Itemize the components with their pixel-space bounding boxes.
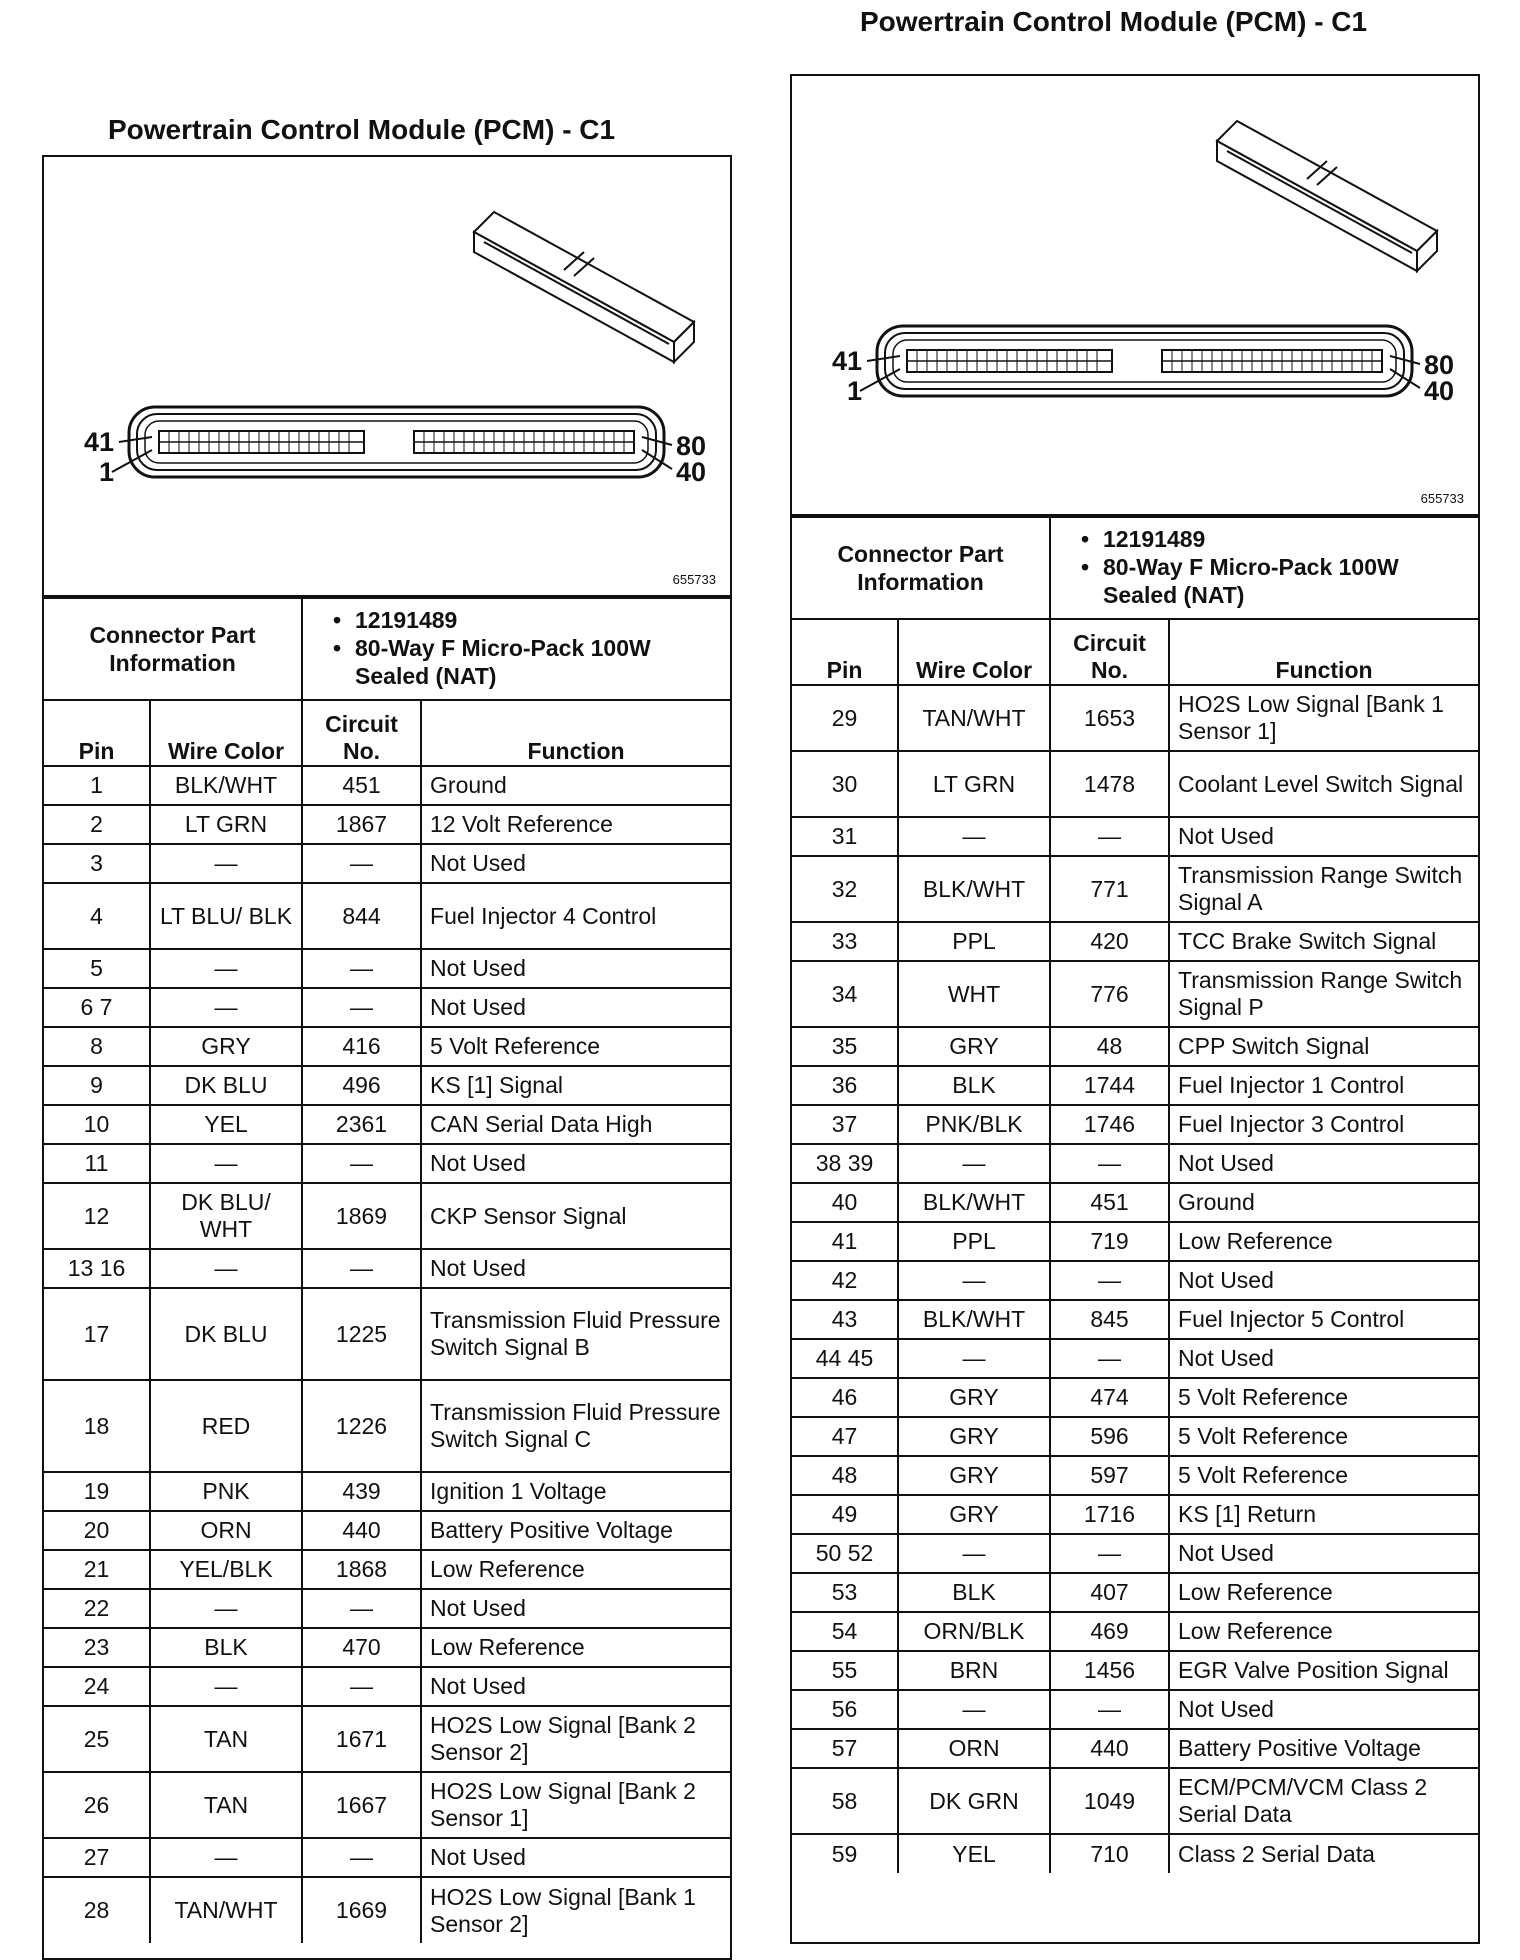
table-row <box>792 751 1478 817</box>
pin-label-80: 80 <box>676 431 707 461</box>
function-cell: 5 Volt Reference <box>1169 1417 1478 1456</box>
function-cell: 5 Volt Reference <box>1169 1378 1478 1417</box>
connector-illustration <box>792 76 1477 516</box>
function-cell: Battery Positive Voltage <box>421 1511 730 1550</box>
pin-cell: 24 <box>44 1667 150 1706</box>
circuit-cell: 496 <box>302 1066 421 1105</box>
wire-color-cell: ORN <box>150 1511 302 1550</box>
circuit-cell: — <box>302 1838 421 1877</box>
header-row <box>792 619 1478 685</box>
pin-cell: 55 <box>792 1651 898 1690</box>
pin-cell: 42 <box>792 1261 898 1300</box>
pin-cell: 26 <box>44 1772 150 1838</box>
circuit-cell: 48 <box>1050 1027 1169 1066</box>
connector-info-label: Connector Part Information <box>792 517 1050 619</box>
table-row <box>792 817 1478 856</box>
table-row <box>792 1339 1478 1378</box>
function-cell: 5 Volt Reference <box>1169 1456 1478 1495</box>
circuit-cell: — <box>302 988 421 1027</box>
pin-cell: 49 <box>792 1495 898 1534</box>
table-row <box>792 685 1478 751</box>
right-connector-diagram <box>792 76 1478 516</box>
wire-color-cell: BLK <box>898 1066 1050 1105</box>
pin-cell: 6 7 <box>44 988 150 1027</box>
header-circuit: Circuit No. <box>302 700 421 766</box>
header-function: Function <box>1169 619 1478 685</box>
right-table-body <box>792 685 1478 1873</box>
pin-cell: 21 <box>44 1550 150 1589</box>
table-row <box>792 1105 1478 1144</box>
wire-color-cell: LT GRN <box>150 805 302 844</box>
table-row <box>44 1550 730 1589</box>
circuit-cell: 596 <box>1050 1417 1169 1456</box>
circuit-cell: 470 <box>302 1628 421 1667</box>
function-cell: Transmission Fluid Pressure Switch Signal B <box>421 1288 730 1380</box>
pin-cell: 3 <box>44 844 150 883</box>
pin-label-40: 40 <box>676 457 707 487</box>
function-cell: Not Used <box>421 844 730 883</box>
wire-color-cell: TAN <box>150 1706 302 1772</box>
pin-cell: 34 <box>792 961 898 1027</box>
circuit-cell: — <box>1050 1144 1169 1183</box>
table-row <box>44 883 730 949</box>
connector-info-label: Connector Part Information <box>44 598 302 700</box>
circuit-cell: 440 <box>302 1511 421 1550</box>
table-row <box>792 1066 1478 1105</box>
wire-color-cell: BRN <box>898 1651 1050 1690</box>
function-cell: Not Used <box>421 1838 730 1877</box>
pin-cell: 17 <box>44 1288 150 1380</box>
wire-color-cell: — <box>898 1261 1050 1300</box>
table-row <box>44 988 730 1027</box>
right-pcm-box <box>790 74 1480 1944</box>
pin-cell: 35 <box>792 1027 898 1066</box>
pin-cell: 37 <box>792 1105 898 1144</box>
wire-color-cell: — <box>150 1589 302 1628</box>
table-row <box>792 1027 1478 1066</box>
table-row <box>792 1768 1478 1834</box>
table-row <box>44 1288 730 1380</box>
pin-cell: 33 <box>792 922 898 961</box>
left-pin-table <box>44 597 730 1943</box>
wire-color-cell: — <box>898 1690 1050 1729</box>
table-row <box>792 1612 1478 1651</box>
circuit-cell: 407 <box>1050 1573 1169 1612</box>
function-cell: TCC Brake Switch Signal <box>1169 922 1478 961</box>
circuit-cell: 1226 <box>302 1380 421 1472</box>
function-cell: Low Reference <box>421 1550 730 1589</box>
connector-info-row <box>792 517 1478 619</box>
pin-cell: 20 <box>44 1511 150 1550</box>
table-row <box>792 1651 1478 1690</box>
pin-cell: 9 <box>44 1066 150 1105</box>
pin-cell: 27 <box>44 1838 150 1877</box>
table-row <box>44 1706 730 1772</box>
circuit-cell: 719 <box>1050 1222 1169 1261</box>
pin-label-40: 40 <box>1424 376 1455 406</box>
table-row <box>44 1772 730 1838</box>
pin-cell: 43 <box>792 1300 898 1339</box>
circuit-cell: 1225 <box>302 1288 421 1380</box>
wire-color-cell: LT GRN <box>898 751 1050 817</box>
table-row <box>792 1144 1478 1183</box>
circuit-cell: — <box>1050 1690 1169 1729</box>
circuit-cell: 451 <box>302 766 421 805</box>
wire-color-cell: LT BLU/ BLK <box>150 883 302 949</box>
pin-cell: 1 <box>44 766 150 805</box>
wire-color-cell: TAN <box>150 1772 302 1838</box>
pin-cell: 25 <box>44 1706 150 1772</box>
table-row <box>792 1834 1478 1873</box>
function-cell: HO2S Low Signal [Bank 1 Sensor 2] <box>421 1877 730 1943</box>
wire-color-cell: PNK <box>150 1472 302 1511</box>
function-cell: EGR Valve Position Signal <box>1169 1651 1478 1690</box>
function-cell: Not Used <box>421 1144 730 1183</box>
function-cell: Transmission Range Switch Signal P <box>1169 961 1478 1027</box>
connector-illustration <box>44 157 729 597</box>
circuit-cell: 1746 <box>1050 1105 1169 1144</box>
wire-color-cell: — <box>150 1249 302 1288</box>
table-row <box>44 1249 730 1288</box>
function-cell: Not Used <box>421 988 730 1027</box>
circuit-cell: 1669 <box>302 1877 421 1943</box>
header-circuit: Circuit No. <box>1050 619 1169 685</box>
wire-color-cell: GRY <box>898 1417 1050 1456</box>
circuit-cell: 845 <box>1050 1300 1169 1339</box>
circuit-cell: 2361 <box>302 1105 421 1144</box>
table-row <box>44 1144 730 1183</box>
pin-cell: 13 16 <box>44 1249 150 1288</box>
table-row <box>44 1667 730 1706</box>
function-cell: Transmission Range Switch Signal A <box>1169 856 1478 922</box>
left-pcm-box <box>42 155 732 1960</box>
table-row <box>44 1105 730 1144</box>
table-row <box>792 1495 1478 1534</box>
connector-description: • 80-Way F Micro-Pack 100W Sealed (NAT) <box>333 634 722 690</box>
circuit-cell: 1478 <box>1050 751 1169 817</box>
circuit-cell: 1868 <box>302 1550 421 1589</box>
function-cell: Not Used <box>421 1667 730 1706</box>
pin-cell: 29 <box>792 685 898 751</box>
pin-label-41: 41 <box>84 427 115 457</box>
table-row <box>44 1027 730 1066</box>
header-pin: Pin <box>792 619 898 685</box>
pin-cell: 38 39 <box>792 1144 898 1183</box>
wire-color-cell: YEL <box>150 1105 302 1144</box>
table-row <box>792 1378 1478 1417</box>
wire-color-cell: BLK/WHT <box>898 856 1050 922</box>
wire-color-cell: PPL <box>898 1222 1050 1261</box>
pin-cell: 23 <box>44 1628 150 1667</box>
pin-label-80: 80 <box>1424 350 1455 380</box>
function-cell: Ground <box>1169 1183 1478 1222</box>
pin-cell: 40 <box>792 1183 898 1222</box>
wire-color-cell: BLK <box>898 1573 1050 1612</box>
wire-color-cell: — <box>898 1144 1050 1183</box>
function-cell: Not Used <box>1169 817 1478 856</box>
circuit-cell: 1744 <box>1050 1066 1169 1105</box>
connector-info-row <box>44 598 730 700</box>
wire-color-cell: — <box>150 949 302 988</box>
pin-cell: 28 <box>44 1877 150 1943</box>
circuit-cell: 771 <box>1050 856 1169 922</box>
function-cell: HO2S Low Signal [Bank 2 Sensor 2] <box>421 1706 730 1772</box>
wire-color-cell: DK BLU/ WHT <box>150 1183 302 1249</box>
table-row <box>792 1729 1478 1768</box>
circuit-cell: 597 <box>1050 1456 1169 1495</box>
circuit-cell: 1456 <box>1050 1651 1169 1690</box>
table-row <box>792 1222 1478 1261</box>
pin-cell: 58 <box>792 1768 898 1834</box>
table-row <box>44 805 730 844</box>
pin-cell: 41 <box>792 1222 898 1261</box>
circuit-cell: 420 <box>1050 922 1169 961</box>
function-cell: Low Reference <box>421 1628 730 1667</box>
wire-color-cell: — <box>150 1144 302 1183</box>
wire-color-cell: GRY <box>898 1495 1050 1534</box>
wire-color-cell: DK BLU <box>150 1288 302 1380</box>
pin-cell: 11 <box>44 1144 150 1183</box>
circuit-cell: 1049 <box>1050 1768 1169 1834</box>
function-cell: Transmission Fluid Pressure Switch Signal C <box>421 1380 730 1472</box>
table-row <box>792 1261 1478 1300</box>
circuit-cell: — <box>302 1667 421 1706</box>
wire-color-cell: — <box>898 817 1050 856</box>
right-panel-title: Powertrain Control Module (PCM) - C1 <box>860 6 1368 37</box>
wire-color-cell: ORN/BLK <box>898 1612 1050 1651</box>
circuit-cell: — <box>1050 817 1169 856</box>
wire-color-cell: BLK <box>150 1628 302 1667</box>
circuit-cell: 776 <box>1050 961 1169 1027</box>
wire-color-cell: GRY <box>898 1378 1050 1417</box>
circuit-cell: — <box>302 1144 421 1183</box>
table-row <box>44 1066 730 1105</box>
table-row <box>44 1589 730 1628</box>
left-connector-diagram <box>44 157 730 597</box>
pin-cell: 48 <box>792 1456 898 1495</box>
function-cell: Not Used <box>1169 1144 1478 1183</box>
wire-color-cell: TAN/WHT <box>150 1877 302 1943</box>
pin-cell: 31 <box>792 817 898 856</box>
function-cell: HO2S Low Signal [Bank 2 Sensor 1] <box>421 1772 730 1838</box>
circuit-cell: 1716 <box>1050 1495 1169 1534</box>
table-row <box>44 1511 730 1550</box>
function-cell: ECM/PCM/VCM Class 2 Serial Data <box>1169 1768 1478 1834</box>
table-row <box>44 1628 730 1667</box>
wire-color-cell: BLK/WHT <box>898 1300 1050 1339</box>
pin-cell: 18 <box>44 1380 150 1472</box>
pin-cell: 59 <box>792 1834 898 1873</box>
pin-cell: 12 <box>44 1183 150 1249</box>
table-row <box>44 1472 730 1511</box>
circuit-cell: 844 <box>302 883 421 949</box>
header-row <box>44 700 730 766</box>
function-cell: CAN Serial Data High <box>421 1105 730 1144</box>
wire-color-cell: RED <box>150 1380 302 1472</box>
pin-cell: 36 <box>792 1066 898 1105</box>
wire-color-cell: GRY <box>150 1027 302 1066</box>
pin-cell: 47 <box>792 1417 898 1456</box>
pin-label-1: 1 <box>99 457 115 487</box>
right-pin-table <box>792 516 1478 1873</box>
pin-cell: 22 <box>44 1589 150 1628</box>
pin-cell: 54 <box>792 1612 898 1651</box>
circuit-cell: — <box>1050 1339 1169 1378</box>
function-cell: Fuel Injector 5 Control <box>1169 1300 1478 1339</box>
header-pin: Pin <box>44 700 150 766</box>
wire-color-cell: — <box>898 1339 1050 1378</box>
function-cell: Coolant Level Switch Signal <box>1169 751 1478 817</box>
connector-part-number: • 12191489 <box>1081 525 1470 553</box>
pin-cell: 46 <box>792 1378 898 1417</box>
table-row <box>44 1877 730 1943</box>
circuit-cell: 469 <box>1050 1612 1169 1651</box>
connector-info-list <box>1050 517 1478 619</box>
pin-cell: 44 45 <box>792 1339 898 1378</box>
wire-color-cell: DK GRN <box>898 1768 1050 1834</box>
function-cell: Ground <box>421 766 730 805</box>
wire-color-cell: BLK/WHT <box>898 1183 1050 1222</box>
function-cell: CPP Switch Signal <box>1169 1027 1478 1066</box>
figure-number: 655733 <box>1420 491 1464 506</box>
function-cell: Ignition 1 Voltage <box>421 1472 730 1511</box>
wire-color-cell: BLK/WHT <box>150 766 302 805</box>
left-table-body <box>44 766 730 1943</box>
table-row <box>44 766 730 805</box>
wire-color-cell: — <box>150 1838 302 1877</box>
function-cell: KS [1] Return <box>1169 1495 1478 1534</box>
wire-color-cell: TAN/WHT <box>898 685 1050 751</box>
function-cell: Fuel Injector 4 Control <box>421 883 730 949</box>
pin-cell: 32 <box>792 856 898 922</box>
circuit-cell: 439 <box>302 1472 421 1511</box>
connector-part-number: • 12191489 <box>333 606 722 634</box>
pin-cell: 50 52 <box>792 1534 898 1573</box>
table-row <box>44 844 730 883</box>
wire-color-cell: ORN <box>898 1729 1050 1768</box>
function-cell: Class 2 Serial Data <box>1169 1834 1478 1873</box>
function-cell: Not Used <box>1169 1339 1478 1378</box>
wire-color-cell: YEL/BLK <box>150 1550 302 1589</box>
function-cell: 5 Volt Reference <box>421 1027 730 1066</box>
figure-number: 655733 <box>672 572 716 587</box>
pin-cell: 8 <box>44 1027 150 1066</box>
function-cell: Fuel Injector 3 Control <box>1169 1105 1478 1144</box>
function-cell: Low Reference <box>1169 1612 1478 1651</box>
pin-cell: 2 <box>44 805 150 844</box>
function-cell: Not Used <box>1169 1261 1478 1300</box>
wire-color-cell: YEL <box>898 1834 1050 1873</box>
pin-cell: 4 <box>44 883 150 949</box>
wire-color-cell: WHT <box>898 961 1050 1027</box>
function-cell: Not Used <box>421 1249 730 1288</box>
table-row <box>792 1690 1478 1729</box>
wire-color-cell: — <box>150 988 302 1027</box>
function-cell: CKP Sensor Signal <box>421 1183 730 1249</box>
function-cell: 12 Volt Reference <box>421 805 730 844</box>
circuit-cell: 1671 <box>302 1706 421 1772</box>
circuit-cell: — <box>1050 1534 1169 1573</box>
wire-color-cell: PPL <box>898 922 1050 961</box>
function-cell: Low Reference <box>1169 1222 1478 1261</box>
circuit-cell: 474 <box>1050 1378 1169 1417</box>
circuit-cell: — <box>302 949 421 988</box>
function-cell: Low Reference <box>1169 1573 1478 1612</box>
function-cell: Fuel Injector 1 Control <box>1169 1066 1478 1105</box>
wire-color-cell: PNK/BLK <box>898 1105 1050 1144</box>
function-cell: Not Used <box>1169 1690 1478 1729</box>
pin-label-1: 1 <box>847 376 863 406</box>
table-row <box>792 961 1478 1027</box>
function-cell: Battery Positive Voltage <box>1169 1729 1478 1768</box>
pin-cell: 56 <box>792 1690 898 1729</box>
header-function: Function <box>421 700 730 766</box>
header-wire-color: Wire Color <box>150 700 302 766</box>
header-wire-color: Wire Color <box>898 619 1050 685</box>
table-row <box>792 1456 1478 1495</box>
table-row <box>792 922 1478 961</box>
pin-label-41: 41 <box>832 346 863 376</box>
table-row <box>792 856 1478 922</box>
wire-color-cell: DK BLU <box>150 1066 302 1105</box>
circuit-cell: — <box>302 844 421 883</box>
wire-color-cell: GRY <box>898 1456 1050 1495</box>
table-row <box>44 1380 730 1472</box>
pin-cell: 53 <box>792 1573 898 1612</box>
function-cell: Not Used <box>1169 1534 1478 1573</box>
wire-color-cell: — <box>150 1667 302 1706</box>
wire-color-cell: — <box>150 844 302 883</box>
connector-info-list <box>302 598 730 700</box>
pin-cell: 30 <box>792 751 898 817</box>
circuit-cell: — <box>302 1589 421 1628</box>
circuit-cell: 1653 <box>1050 685 1169 751</box>
circuit-cell: 1869 <box>302 1183 421 1249</box>
table-row <box>44 1183 730 1249</box>
table-row <box>792 1183 1478 1222</box>
function-cell: Not Used <box>421 949 730 988</box>
circuit-cell: 440 <box>1050 1729 1169 1768</box>
function-cell: HO2S Low Signal [Bank 1 Sensor 1] <box>1169 685 1478 751</box>
pin-cell: 57 <box>792 1729 898 1768</box>
table-row <box>792 1573 1478 1612</box>
circuit-cell: 416 <box>302 1027 421 1066</box>
circuit-cell: 1667 <box>302 1772 421 1838</box>
table-row <box>44 1838 730 1877</box>
circuit-cell: 710 <box>1050 1834 1169 1873</box>
wire-color-cell: — <box>898 1534 1050 1573</box>
table-row <box>792 1417 1478 1456</box>
table-row <box>792 1534 1478 1573</box>
wire-color-cell: GRY <box>898 1027 1050 1066</box>
table-row <box>44 949 730 988</box>
pin-cell: 5 <box>44 949 150 988</box>
connector-description: • 80-Way F Micro-Pack 100W Sealed (NAT) <box>1081 553 1470 609</box>
table-row <box>792 1300 1478 1339</box>
left-panel-title: Powertrain Control Module (PCM) - C1 <box>108 114 616 145</box>
function-cell: KS [1] Signal <box>421 1066 730 1105</box>
circuit-cell: 451 <box>1050 1183 1169 1222</box>
circuit-cell: 1867 <box>302 805 421 844</box>
function-cell: Not Used <box>421 1589 730 1628</box>
pin-cell: 10 <box>44 1105 150 1144</box>
pin-cell: 19 <box>44 1472 150 1511</box>
circuit-cell: — <box>1050 1261 1169 1300</box>
circuit-cell: — <box>302 1249 421 1288</box>
